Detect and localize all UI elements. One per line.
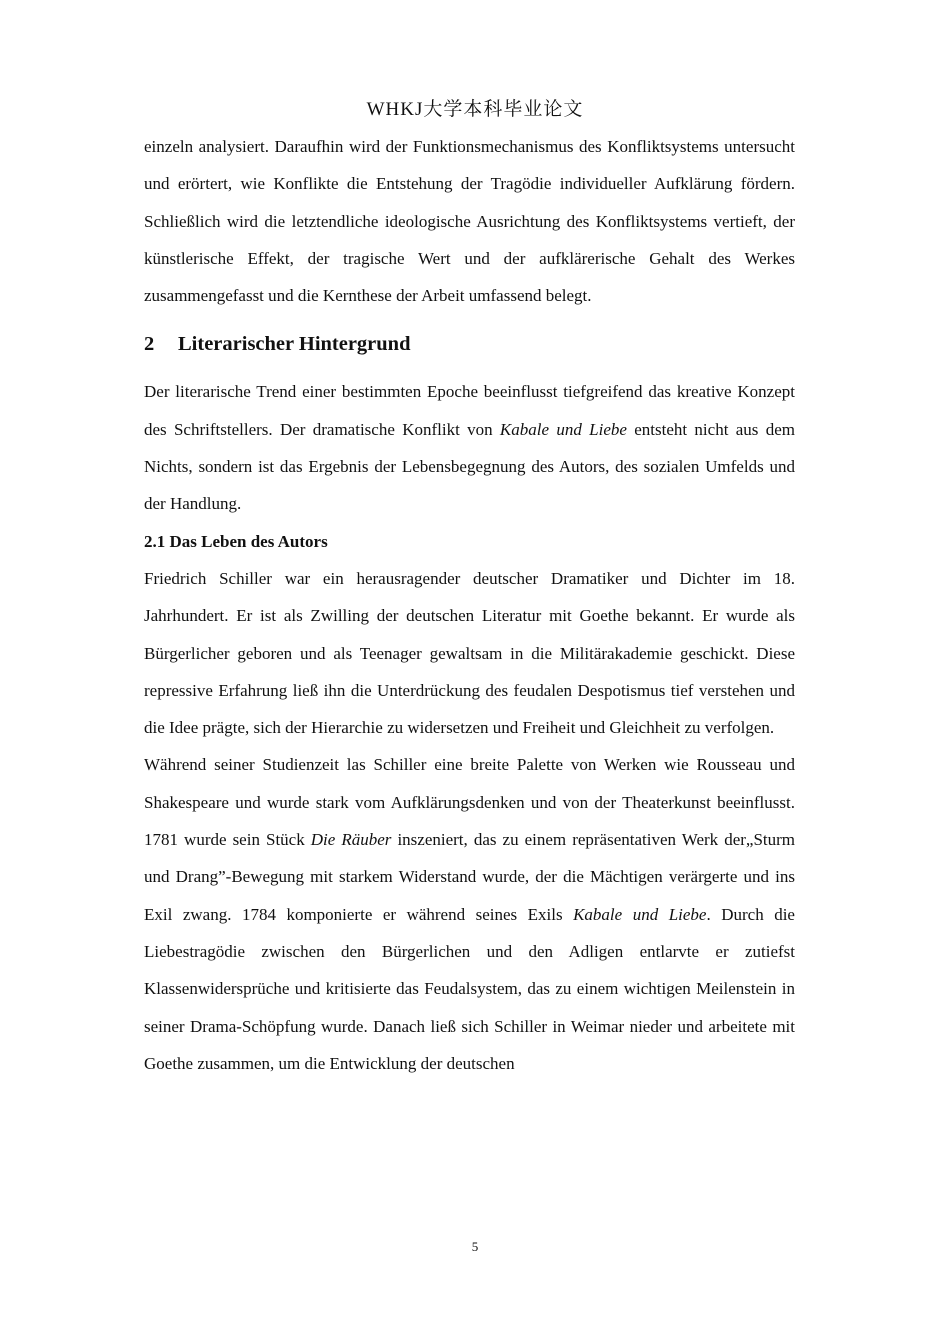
section-heading [144,327,795,361]
paragraph-text: Der literarische Trend einer bestimmten Epoche beeinflusst tiefgreifend das kreative Konzept des Schriftstellers. Der dramatische Konflikt von [144,382,795,439]
subsection-paragraph [144,746,795,1082]
work-title: Kabale und Liebe [499,419,627,439]
subsection-paragraph: Friedrich Schiller war ein herausragender deutscher Dramatiker und Dichter im 18. Jahrhundert. Er ist als Zwilling der deutschen Literatur mit Goethe bekannt. Er wurde als Bürgerlicher geboren und als Teenager gewaltsam in die Militärakademie geschickt. Diese repressive Erfahrung ließ ihn die Unterdrückung des feudalen Despotismus tief verstehen und die Idee prägte, sich der Hierarchie zu widersetzen und Freiheit und Gleichheit zu verfolgen. [144,568,795,738]
page-number: 5 [471,1239,479,1254]
page-header: WHKJ大学本科毕业论文 [366,99,584,120]
work-title: Kabale und Liebe [573,904,707,924]
paragraph-text: . Durch die Liebestragödie zwischen den Bürgerlichen und den Adligen entlarvte er zutiefst Klassenwidersprüche und kritisierte das Feudalsystem, das zu einem wichtigen Meilenstein in seiner Drama-Schöpfung wurde. Danach ließ sich Schiller in Weimar nieder und arbeitete mit Goethe zusammen, um die Entwicklung der deutschen [144,904,795,1073]
page-body [144,128,795,1082]
paragraph-text: inszeniert, das zu einem repräsentativen Werk der„Sturm und Drang”-Bewegung mit starkem Widerstand wurde, der die Mächtigen verärgerte und ins Exil zwang. 1784 komponierte er während seines Exils [144,830,796,924]
section-number: 2 [144,333,155,356]
subsection-heading: 2.1 Das Leben des Autors [144,531,328,551]
section-paragraph [144,373,795,522]
paragraph-text: entsteht nicht aus dem Nichts, sondern ist das Ergebnis der Lebensbegegnung des Autors, des sozialen Umfelds und der Handlung. [144,419,795,514]
section-title: Literarischer Hintergrund [178,333,411,356]
intro-paragraph: einzeln analysiert. Daraufhin wird der Funktionsmechanismus des Konfliktsystems untersucht und erörtert, wie Konflikte die Entstehung der Tragödie individueller Aufklärung fördern. Schließlich wird die letztendliche ideologische Ausrichtung des Konfliktsystems vertieft, der künstlerische Effekt, der tragische Wert und der aufklärerische Gehalt des Werkes zusammengefasst und die Kernthese der Arbeit umfassend belegt. [144,137,795,306]
work-title: Die Räuber [310,830,392,850]
paragraph-text: Während seiner Studienzeit las Schiller eine breite Palette von Werken wie Rousseau und Shakespeare und wurde stark vom Aufklärungsdenken und von der Theaterkunst beeinflusst. 1781 wurde sein Stück [144,755,795,850]
